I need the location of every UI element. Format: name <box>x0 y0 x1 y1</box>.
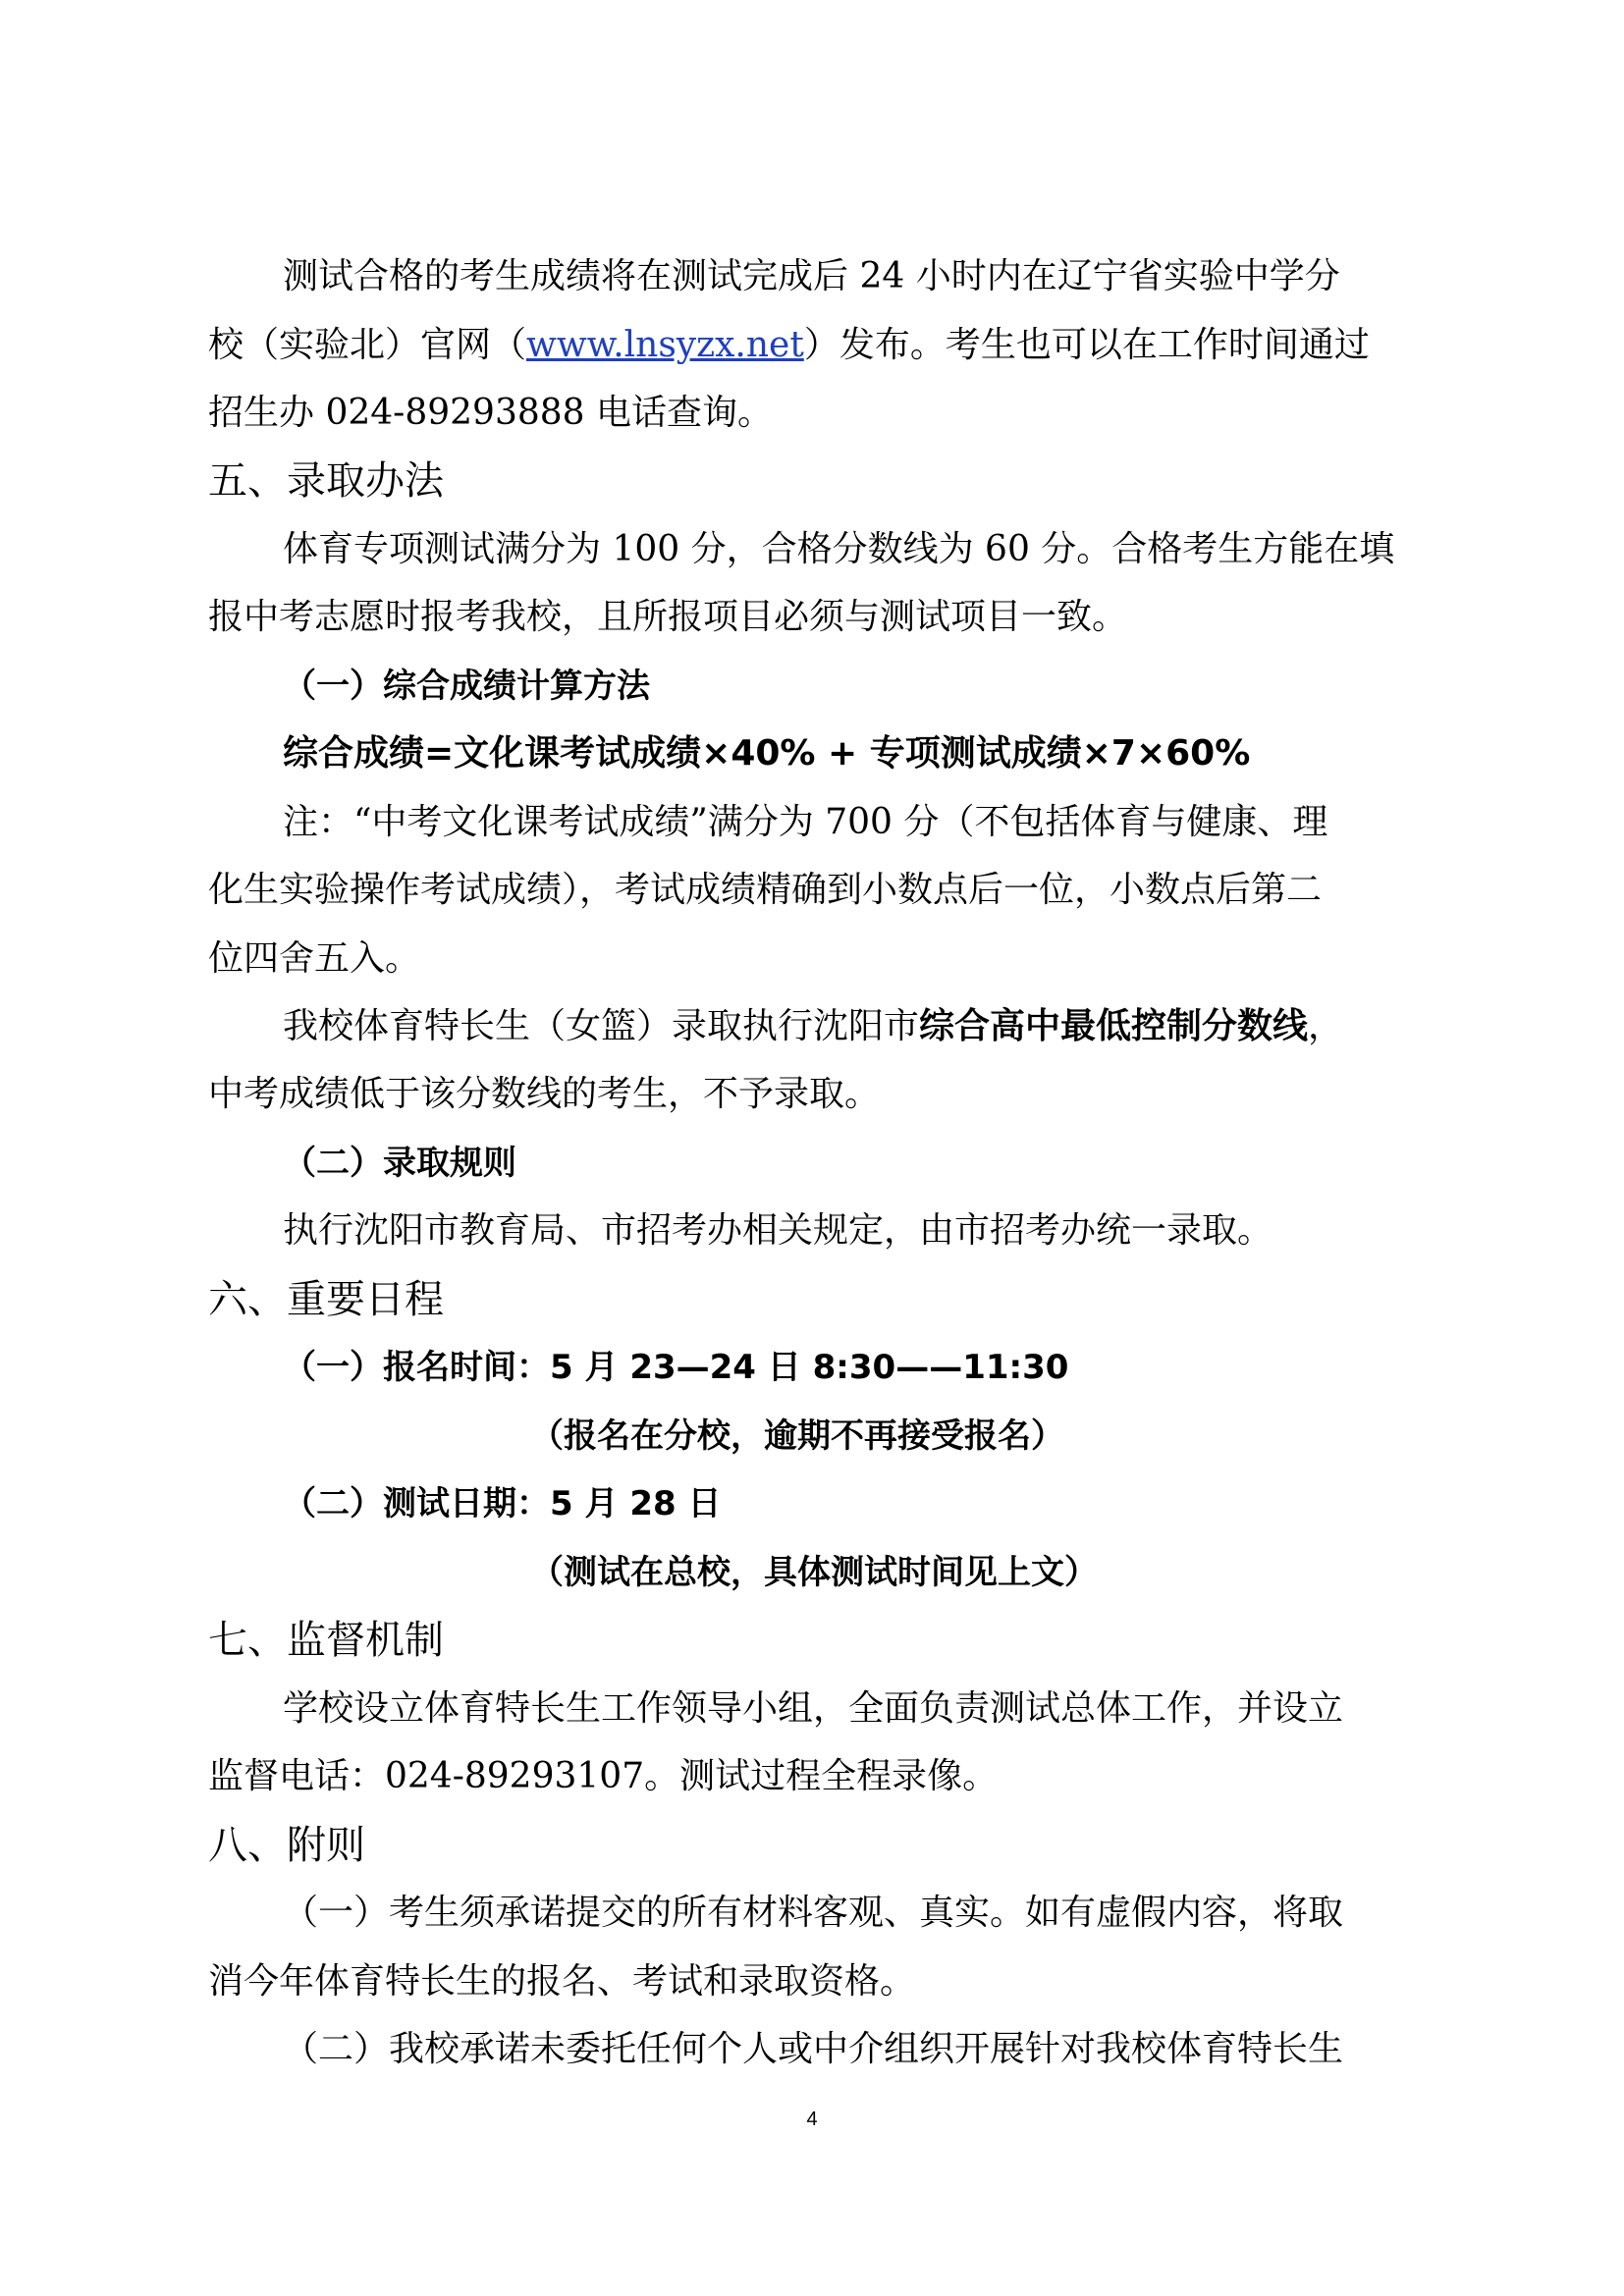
paragraph-line: 监督电话：024-89293107。测试过程全程录像。 <box>208 1756 999 1796</box>
paragraph-line <box>283 1002 1445 1051</box>
paragraph-line: 测试合格的考生成绩将在测试完成后 24 小时内在辽宁省实验中学分 <box>283 256 1340 296</box>
subsection-heading: （二）录取规则 <box>283 1144 516 1183</box>
text-span: ）发布。考生也可以在工作时间通过 <box>803 325 1370 365</box>
paragraph-line: 体育专项测试满分为 100 分，合格分数线为 60 分。合格考生方能在填 <box>283 529 1395 569</box>
formula-line: 综合成绩=文化课考试成绩×40% + 专项测试成绩×7×60% <box>283 733 1251 774</box>
paragraph-line: 中考成绩低于该分数线的考生，不予录取。 <box>208 1074 881 1114</box>
schedule-registration: （一）报名时间：5 月 23—24 日 8:30——11:30 <box>283 1348 1069 1387</box>
website-link[interactable]: www.lnsyzx.net <box>526 325 804 365</box>
bold-text: 综合高中最低控制分数线 <box>919 1006 1309 1046</box>
text-span: 校（实验北）官网（ <box>208 325 527 365</box>
note-line: 注：“中考文化课考试成绩”满分为 700 分（不包括体育与健康、理 <box>283 802 1328 842</box>
paragraph-line: 学校设立体育特长生工作领导小组，全面负责测试总体工作，并设立 <box>283 1688 1344 1729</box>
paragraph-line: （二）我校承诺未委托任何个人或中介组织开展针对我校体育特长生 <box>283 2029 1344 2069</box>
schedule-note: （测试在总校，具体测试时间见上文） <box>530 1553 1098 1592</box>
section-heading-7: 七、监督机制 <box>208 1618 444 1663</box>
paragraph-line: 消今年体育特长生的报名、考试和录取资格。 <box>208 1961 916 2002</box>
section-heading-6: 六、重要日程 <box>208 1277 444 1322</box>
paragraph-line <box>208 321 1445 370</box>
note-line: 位四舍五入。 <box>208 938 421 979</box>
page-number: 4 <box>806 2109 818 2130</box>
section-heading-8: 八、附则 <box>208 1823 365 1868</box>
text-span: ， <box>1308 1006 1344 1046</box>
section-heading-5: 五、录取办法 <box>208 458 444 504</box>
paragraph-line: 报中考志愿时报考我校，且所报项目必须与测试项目一致。 <box>208 597 1128 637</box>
text-span: 我校体育特长生（女篮）录取执行沈阳市 <box>283 1006 920 1046</box>
subsection-heading: （一）综合成绩计算方法 <box>283 667 650 706</box>
paragraph-line: 执行沈阳市教育局、市招考办相关规定，由市招考办统一录取。 <box>283 1210 1273 1251</box>
note-line: 化生实验操作考试成绩），考试成绩精确到小数点后一位，小数点后第二 <box>208 870 1323 910</box>
schedule-note: （报名在分校，逾期不再接受报名） <box>530 1416 1064 1456</box>
paragraph-line: 招生办 024-89293888 电话查询。 <box>208 393 773 433</box>
schedule-test: （二）测试日期：5 月 28 日 <box>283 1484 722 1523</box>
paragraph-line: （一）考生须承诺提交的所有材料客观、真实。如有虚假内容，将取 <box>283 1893 1344 1933</box>
